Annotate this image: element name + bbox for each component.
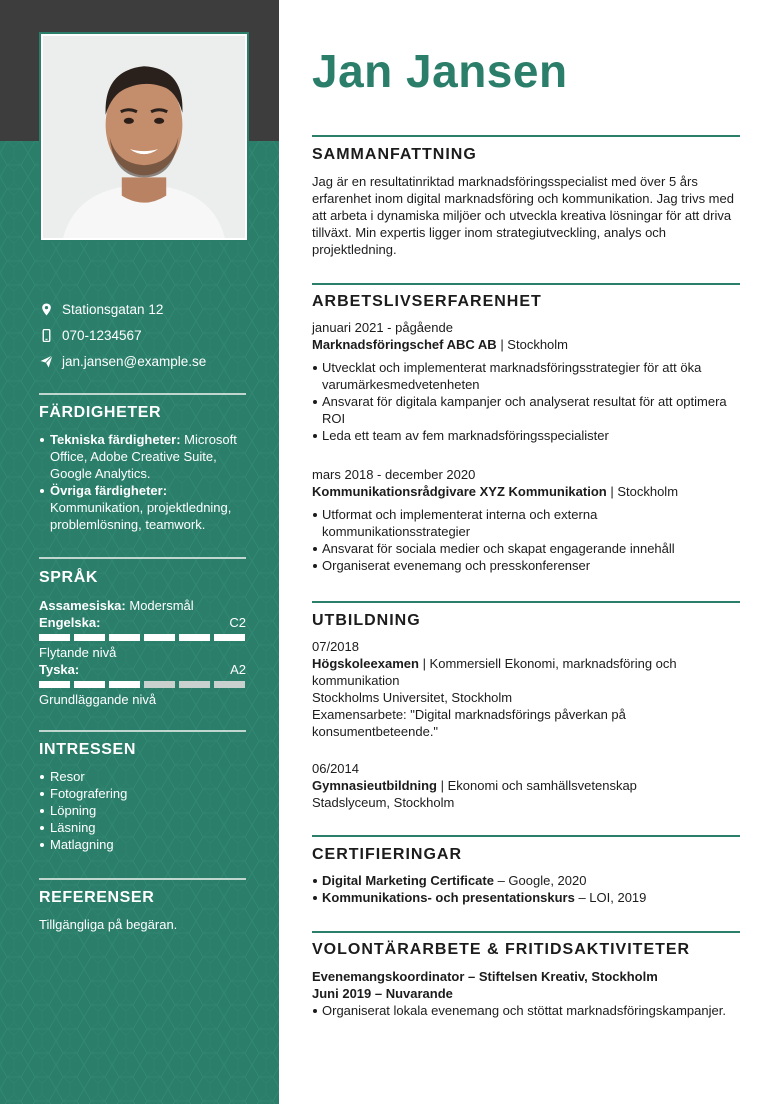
education-date: 06/2014	[312, 761, 359, 776]
technical-skills-text: Microsoft Office, Adobe Creative Suite, Google Analytics.	[50, 432, 237, 481]
list-item: Löpning	[39, 802, 249, 819]
education-school: Stadslyceum, Stockholm	[312, 795, 455, 810]
volunteer-entry	[312, 968, 740, 1019]
assamese-label: Assamesiska:	[39, 598, 126, 613]
technical-skills-label: Tekniska färdigheter:	[50, 432, 181, 447]
education-degree: Högskoleexamen	[312, 656, 419, 671]
list-item: Läsning	[39, 819, 249, 836]
level-bar	[214, 634, 245, 641]
german-level-bars	[39, 681, 246, 688]
education-entry-2	[312, 760, 740, 811]
level-bar	[39, 634, 70, 641]
certifications-list	[312, 872, 740, 906]
german-label: Tyska:	[39, 662, 80, 677]
phone-text: 070-1234567	[62, 327, 142, 343]
volunteer-divider	[312, 931, 740, 933]
level-bar	[144, 681, 175, 688]
profile-photo	[39, 32, 249, 242]
job-location: | Stockholm	[610, 484, 679, 499]
certification-detail: – Google, 2020	[497, 873, 587, 888]
education-program: | Ekonomi och samhällsvetenskap	[440, 778, 637, 793]
skills-list	[39, 431, 249, 533]
german-code: A2	[230, 662, 246, 677]
skills-heading: FÄRDIGHETER	[39, 404, 162, 421]
list-item	[312, 872, 740, 889]
job-date: mars 2018 - december 2020	[312, 467, 476, 482]
volunteer-date: Juni 2019 – Nuvarande	[312, 986, 453, 1001]
job-date: januari 2021 - pågående	[312, 320, 453, 335]
volunteer-role: Evenemangskoordinator – Stiftelsen Kreativ, Stockholm	[312, 969, 658, 984]
language-assamese	[39, 597, 246, 614]
list-item: Utvecklat och implementerat marknadsföringsstrategier för att öka varumärkesmedvetenheten	[312, 359, 740, 393]
german-description: Grundläggande nivå	[39, 692, 157, 707]
interests-divider	[39, 730, 246, 732]
sidebar	[0, 0, 279, 1104]
certification-name: Kommunikations- och presentationskurs	[322, 890, 575, 905]
list-item: Organiserat evenemang och presskonferenser	[312, 557, 740, 574]
english-description: Flytande nivå	[39, 645, 117, 660]
list-item: Matlagning	[39, 836, 249, 853]
languages-divider	[39, 557, 246, 559]
list-item: Leda ett team av fem marknadsföringsspecialister	[312, 427, 740, 444]
list-item	[39, 431, 249, 482]
certifications-heading: CERTIFIERINGAR	[312, 846, 462, 863]
contact-address	[39, 296, 249, 322]
english-level-bars	[39, 634, 246, 641]
email-text: jan.jansen@example.se	[62, 353, 207, 369]
english-code: C2	[229, 615, 246, 630]
list-item: Ansvarat för sociala medier och skapat engagerande innehåll	[312, 540, 740, 557]
send-icon	[39, 354, 53, 368]
portrait-image	[43, 36, 245, 238]
location-pin-icon	[39, 302, 53, 316]
education-program: | Kommersiell Ekonomi, marknadsföring och kommunikation	[312, 656, 677, 688]
certifications-divider	[312, 835, 740, 837]
summary-divider	[312, 135, 740, 137]
level-bar	[109, 681, 140, 688]
list-item: Fotografering	[39, 785, 249, 802]
contact-phone	[39, 322, 249, 348]
english-label: Engelska:	[39, 615, 101, 630]
job-entry-1	[312, 319, 740, 444]
summary-heading: SAMMANFATTNING	[312, 146, 477, 163]
level-bar	[144, 634, 175, 641]
references-text: Tillgängliga på begäran.	[39, 917, 178, 932]
certification-name: Digital Marketing Certificate	[322, 873, 494, 888]
job-title: Marknadsföringschef ABC AB	[312, 337, 497, 352]
skills-divider	[39, 393, 246, 395]
level-bar	[179, 634, 210, 641]
other-skills-text: Kommunikation, projektledning, problemlösning, teamwork.	[50, 500, 232, 532]
volunteer-heading: VOLONTÄRARBETE & FRITIDSAKTIVITETER	[312, 941, 691, 958]
level-bar	[39, 681, 70, 688]
education-date: 07/2018	[312, 639, 359, 654]
language-english	[39, 614, 246, 631]
list-item: Ansvarat för digitala kampanjer och analyserat resultat för att optimera ROI	[312, 393, 740, 427]
level-bar	[109, 634, 140, 641]
languages-block	[39, 597, 246, 708]
list-item: Resor	[39, 768, 249, 785]
education-divider	[312, 601, 740, 603]
references-heading: REFERENSER	[39, 889, 155, 906]
level-bar	[214, 681, 245, 688]
summary-text: Jag är en resultatinriktad marknadsföringsspecialist med över 5 års erfarenhet inom digital marknadsföring och kommunikation. Jag trivs med att arbeta i dynamiska miljöer och utveckla kreativa lösningar för att driva tillväxt. Min expertis ligger inom strategiutveckling, analys och projektledning.	[312, 174, 734, 257]
education-thesis: Examensarbete: "Digital marknadsförings påverkan på konsumentbeteende."	[312, 707, 626, 739]
list-item: Organiserat lokala evenemang och stöttat marknadsföringskampanjer.	[312, 1002, 740, 1019]
education-degree: Gymnasieutbildning	[312, 778, 437, 793]
other-skills-label: Övriga färdigheter:	[50, 483, 168, 498]
list-item	[39, 482, 249, 533]
certification-detail: – LOI, 2019	[578, 890, 647, 905]
contact-email	[39, 348, 249, 374]
interests-heading: INTRESSEN	[39, 741, 136, 758]
references-divider	[39, 878, 246, 880]
volunteer-bullets	[312, 1002, 740, 1019]
page-title: Jan Jansen	[312, 45, 568, 97]
list-item	[312, 889, 740, 906]
level-bar	[74, 681, 105, 688]
contact-info	[39, 296, 249, 374]
list-item: Utformat och implementerat interna och externa kommunikationsstrategier	[312, 506, 740, 540]
level-bar	[74, 634, 105, 641]
experience-divider	[312, 283, 740, 285]
interests-list	[39, 768, 249, 853]
education-entry-1	[312, 638, 740, 740]
job-bullets	[312, 506, 740, 574]
job-entry-2	[312, 466, 740, 574]
job-title: Kommunikationsrådgivare XYZ Kommunikation	[312, 484, 607, 499]
experience-heading: ARBETSLIVSERFARENHET	[312, 293, 542, 310]
level-bar	[179, 681, 210, 688]
language-german	[39, 661, 246, 678]
job-location: | Stockholm	[500, 337, 568, 352]
phone-icon	[39, 328, 53, 342]
education-school: Stockholms Universitet, Stockholm	[312, 690, 513, 705]
assamese-level: Modersmål	[129, 598, 194, 613]
education-heading: UTBILDNING	[312, 612, 421, 629]
address-text: Stationsgatan 12	[62, 301, 164, 317]
languages-heading: SPRÅK	[39, 569, 99, 586]
job-bullets	[312, 359, 740, 444]
